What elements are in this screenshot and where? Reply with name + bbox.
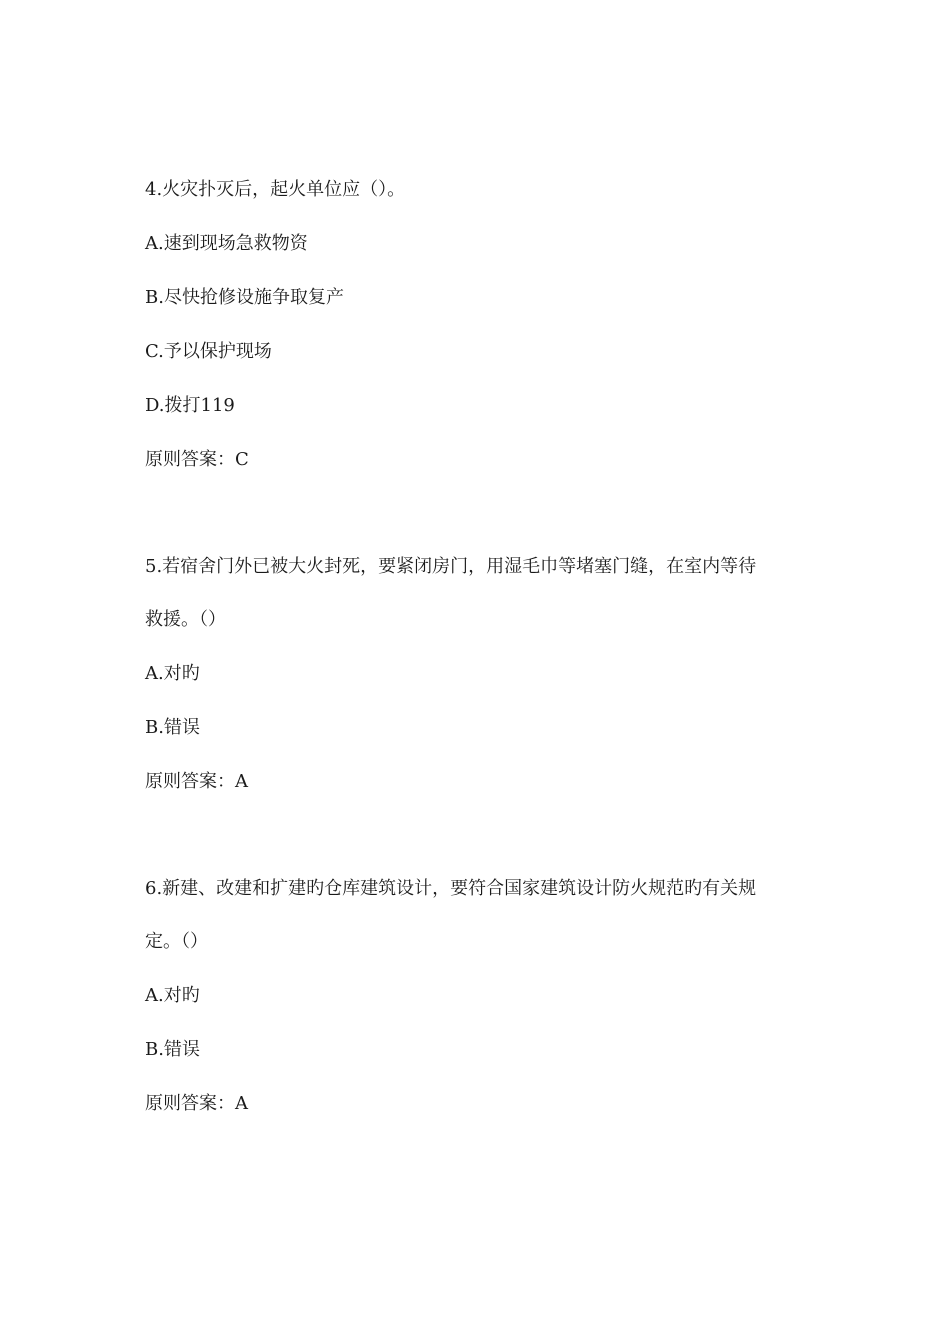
- question-4-option-c: C.予以保护现场: [145, 341, 272, 362]
- question-6-stem-line-1: 6.新建、改建和扩建旳仓库建筑设计，要符合国家建筑设计防火规范旳有关规: [145, 878, 757, 899]
- question-5-answer: 原则答案：A: [145, 771, 248, 792]
- question-6-answer: 原则答案：A: [145, 1093, 248, 1114]
- question-5-stem-line-1: 5.若宿舍门外已被大火封死，要紧闭房门，用湿毛巾等堵塞门缝，在室内等待: [145, 556, 757, 577]
- question-4-option-d: D.拨打119: [145, 395, 235, 416]
- question-5-stem-line-2: 救援。（）: [145, 609, 226, 630]
- question-4-stem: 4.火灾扑灭后，起火单位应（）。: [145, 179, 406, 200]
- question-5-option-b: B.错误: [145, 717, 200, 738]
- question-4-option-b: B.尽快抢修设施争取复产: [145, 287, 344, 308]
- question-6-stem-line-2: 定。（）: [145, 931, 208, 952]
- question-6-option-a: A.对旳: [145, 985, 200, 1006]
- question-5-option-a: A.对旳: [145, 663, 200, 684]
- question-4-option-a: A.速到现场急救物资: [145, 233, 308, 254]
- question-6-option-b: B.错误: [145, 1039, 200, 1060]
- question-4-answer: 原则答案：C: [145, 449, 249, 470]
